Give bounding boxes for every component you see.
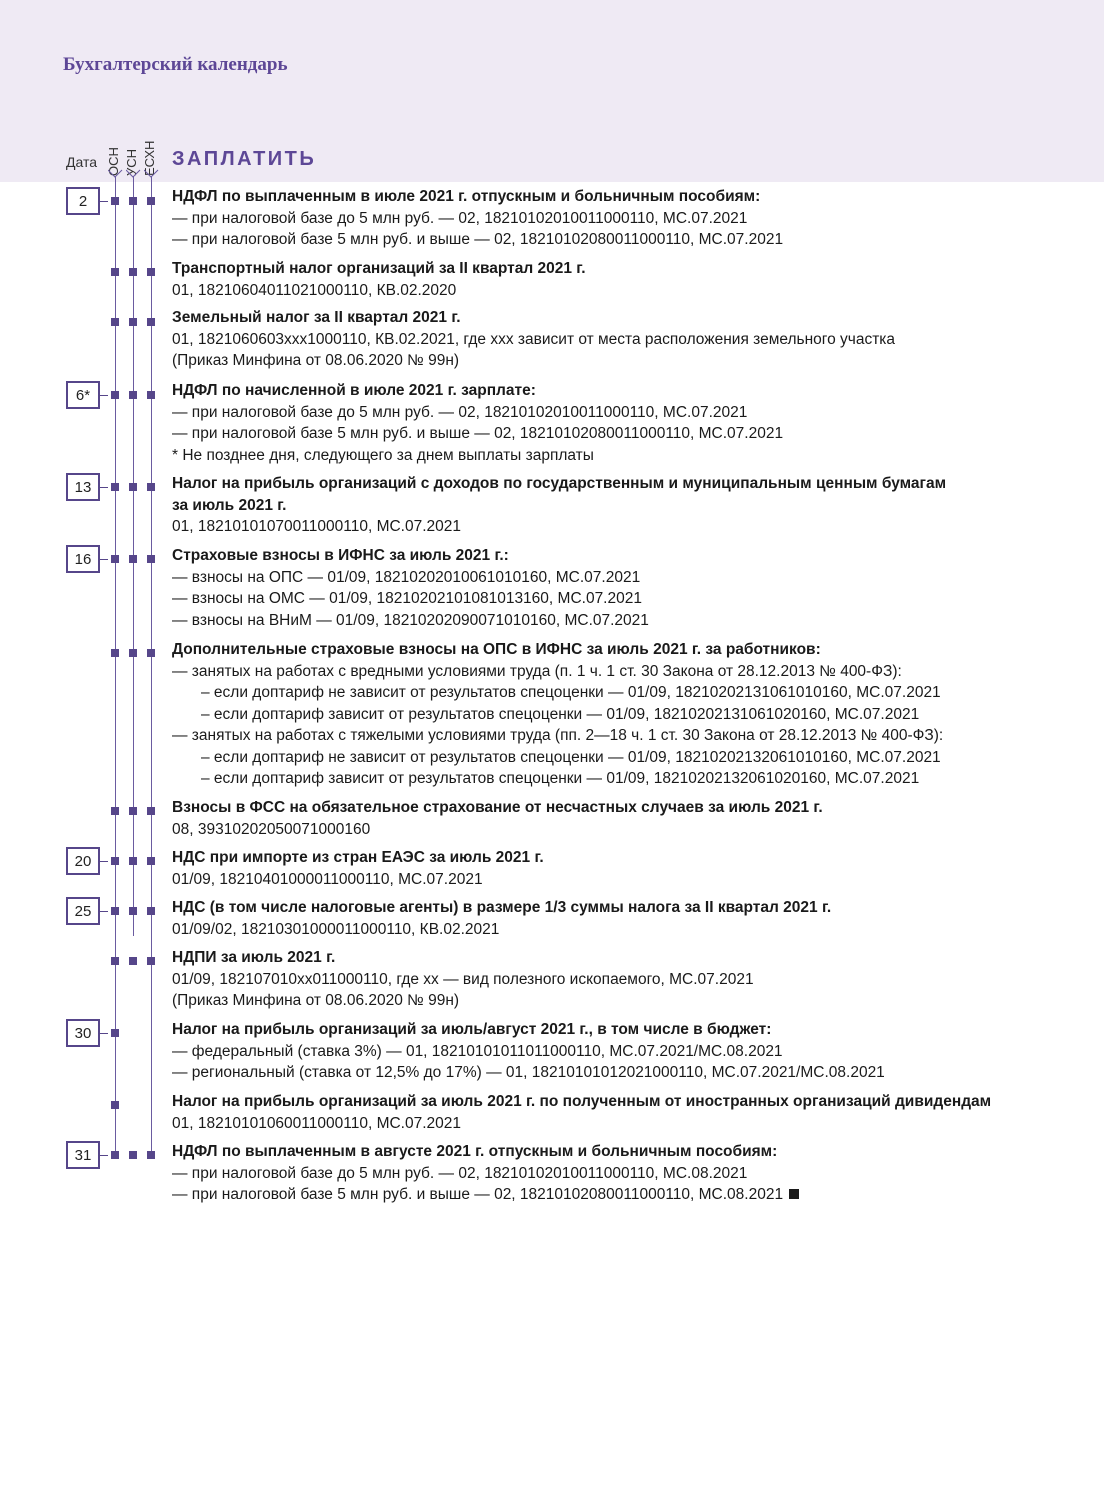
entry-line: — взносы на ВНиМ — 01/09, 18210202090071010160, МС.07.2021 bbox=[172, 611, 649, 629]
entry-line: 08, 39310202050071000160 bbox=[172, 820, 371, 838]
column-header-osn: ОСН bbox=[106, 147, 121, 176]
date-box: 2 bbox=[66, 187, 100, 215]
entry-title-continued: за июль 2021 г. bbox=[172, 496, 287, 514]
osn-marker bbox=[111, 1151, 119, 1159]
usn-marker bbox=[129, 957, 137, 965]
osn-marker bbox=[111, 391, 119, 399]
entry-subline: – если доптариф не зависит от результатов спецоценки — 01/09, 18210202132061010160, МС.07.2021 bbox=[201, 748, 941, 766]
entry-profit-tax-securities bbox=[172, 473, 1072, 538]
entry-title: НДС при импорте из стран ЕАЭС за июль 2021 г. bbox=[172, 849, 544, 866]
eshn-marker bbox=[147, 807, 155, 815]
eshn-marker bbox=[147, 957, 155, 965]
eshn-marker bbox=[147, 907, 155, 915]
date-box: 6* bbox=[66, 381, 100, 409]
eshn-marker bbox=[147, 318, 155, 326]
osn-marker bbox=[111, 555, 119, 563]
osn-marker bbox=[111, 268, 119, 276]
entry-line: (Приказ Минфина от 08.06.2020 № 99н) bbox=[172, 352, 460, 369]
eshn-marker bbox=[147, 391, 155, 399]
usn-marker bbox=[129, 268, 137, 276]
date-box: 30 bbox=[66, 1019, 100, 1047]
entry-line: — взносы на ОПС — 01/09, 18210202010061010160, МС.07.2021 bbox=[172, 568, 641, 586]
entry-line: 01, 18210101070011000110, МС.07.2021 bbox=[172, 518, 462, 535]
entry-title: НДПИ за июль 2021 г. bbox=[172, 949, 336, 966]
entry-line: — региональный (ставка от 12,5% до 17%) — 01, 18210101012021000110, МС.07.2021/МС.08.2021 bbox=[172, 1064, 885, 1081]
osn-marker bbox=[111, 197, 119, 205]
entry-title: Налог на прибыль организаций за июль 2021 г. по полученным от иностранных организаций дивидендам bbox=[172, 1093, 992, 1110]
column-header-eshn: ЕСХН bbox=[142, 140, 157, 176]
entry-line: — при налоговой базе до 5 млн руб. — 02, 18210102010011000110, МС.07.2021 bbox=[172, 403, 748, 421]
osn-marker bbox=[111, 1101, 119, 1109]
entry-title: Земельный налог за II квартал 2021 г. bbox=[172, 309, 461, 326]
entry-ndpi bbox=[172, 947, 1072, 1012]
eshn-marker bbox=[147, 555, 155, 563]
entry-land-tax bbox=[172, 307, 1072, 372]
eshn-marker bbox=[147, 268, 155, 276]
entry-title: НДФЛ по выплаченным в августе 2021 г. отпускным и больничным пособиям: bbox=[172, 1143, 778, 1160]
osn-chevron-icon bbox=[108, 169, 123, 178]
date-box: 16 bbox=[66, 545, 100, 573]
entry-line: — при налоговой базе до 5 млн руб. — 02, 18210102010011000110, МС.08.2021 bbox=[172, 1164, 748, 1182]
entry-subline: – если доптариф зависит от результатов спецоценки — 01/09, 18210202131061020160, МС.07.2021 bbox=[201, 705, 920, 723]
eshn-marker bbox=[147, 197, 155, 205]
usn-marker bbox=[129, 1151, 137, 1159]
entry-vat-quarter bbox=[172, 897, 1072, 940]
entry-title: НДФЛ по выплаченным в июле 2021 г. отпускным и больничным пособиям: bbox=[172, 188, 761, 205]
eshn-marker bbox=[147, 857, 155, 865]
entry-line: 01/09, 18210401000011000110, МС.07.2021 bbox=[172, 870, 483, 888]
entry-ndfl-july-vacation bbox=[172, 186, 1072, 251]
entry-line: — при налоговой базе 5 млн руб. и выше — 02, 18210102080011000110, МС.07.2021 bbox=[172, 231, 784, 248]
date-connector bbox=[100, 487, 108, 488]
entry-line: — при налоговой базе до 5 млн руб. — 02, 18210102010011000110, МС.07.2021 bbox=[172, 209, 748, 227]
usn-chevron-icon bbox=[126, 169, 141, 178]
date-connector bbox=[100, 911, 108, 912]
entry-line: 01, 18210604011021000110, КВ.02.2020 bbox=[172, 281, 457, 299]
eshn-marker bbox=[147, 483, 155, 491]
entry-line-last bbox=[172, 1184, 1072, 1206]
entry-title: Налог на прибыль организаций с доходов по государственным и муниципальным ценным бумагам bbox=[172, 475, 947, 492]
date-connector bbox=[100, 559, 108, 560]
end-mark-icon bbox=[789, 1189, 799, 1199]
usn-marker bbox=[129, 857, 137, 865]
entry-line: — занятых на работах с вредными условиями труда (п. 1 ч. 1 ст. 30 Закона от 28.12.2013 № 400-ФЗ): bbox=[172, 662, 902, 680]
date-connector bbox=[100, 395, 108, 396]
entry-line-text: — при налоговой базе 5 млн руб. и выше — 02, 18210102080011000110, МС.08.2021 bbox=[172, 1186, 784, 1203]
entry-line: — взносы на ОМС — 01/09, 18210202101081013160, МС.07.2021 bbox=[172, 590, 642, 607]
entry-title: Дополнительные страховые взносы на ОПС в ИФНС за июль 2021 г. за работников: bbox=[172, 641, 821, 658]
entry-ndfl-july-salary bbox=[172, 380, 1072, 466]
entry-title: Транспортный налог организаций за II квартал 2021 г. bbox=[172, 260, 586, 277]
usn-marker bbox=[129, 907, 137, 915]
osn-marker bbox=[111, 649, 119, 657]
page-title: Бухгалтерский календарь bbox=[63, 54, 288, 75]
entry-line: 01/09/02, 18210301000011000110, КВ.02.2021 bbox=[172, 920, 500, 938]
entry-line: — федеральный (ставка 3%) — 01, 18210101011011000110, МС.07.2021/МС.08.2021 bbox=[172, 1042, 783, 1060]
entry-line: — занятых на работах с тяжелыми условиями труда (пп. 2—18 ч. 1 ст. 30 Закона от 28.12.2013 № 400-ФЗ): bbox=[172, 727, 944, 744]
usn-marker bbox=[129, 483, 137, 491]
usn-marker bbox=[129, 649, 137, 657]
osn-marker bbox=[111, 1029, 119, 1037]
date-connector bbox=[100, 1033, 108, 1034]
entry-transport-tax bbox=[172, 258, 1072, 301]
entry-title: НДФЛ по начисленной в июле 2021 г. зарплате: bbox=[172, 382, 536, 399]
entry-insurance-ifns bbox=[172, 545, 1072, 631]
eshn-marker bbox=[147, 1151, 155, 1159]
usn-marker bbox=[129, 318, 137, 326]
entry-footnote: * Не позднее дня, следующего за днем выплаты зарплаты bbox=[172, 446, 594, 464]
date-connector bbox=[100, 201, 108, 202]
column-header-usn: УСН bbox=[124, 148, 139, 176]
osn-marker bbox=[111, 483, 119, 491]
entry-fss bbox=[172, 797, 1072, 840]
entry-line: 01/09, 182107010xx011000110, где xx — вид полезного ископаемого, МС.07.2021 bbox=[172, 970, 754, 988]
date-box: 31 bbox=[66, 1141, 100, 1169]
date-box: 25 bbox=[66, 897, 100, 925]
osn-marker bbox=[111, 907, 119, 915]
entry-ndfl-august-vacation bbox=[172, 1141, 1072, 1206]
entry-title: Налог на прибыль организаций за июль/август 2021 г., в том числе в бюджет: bbox=[172, 1021, 772, 1038]
eshn-chevron-icon bbox=[144, 169, 159, 178]
entry-line: (Приказ Минфина от 08.06.2020 № 99н) bbox=[172, 992, 460, 1009]
entry-subline: – если доптариф не зависит от результатов спецоценки — 01/09, 18210202131061010160, МС.07.2021 bbox=[201, 684, 941, 701]
entry-additional-ops bbox=[172, 639, 1072, 790]
osn-marker bbox=[111, 857, 119, 865]
entry-subline: – если доптариф зависит от результатов спецоценки — 01/09, 18210202132061020160, МС.07.2021 bbox=[201, 770, 920, 787]
entry-title: Страховые взносы в ИФНС за июль 2021 г.: bbox=[172, 547, 509, 564]
entry-line: 01, 18210101060011000110, МС.07.2021 bbox=[172, 1114, 462, 1132]
usn-marker bbox=[129, 807, 137, 815]
entry-profit-tax-dividends bbox=[172, 1091, 1072, 1134]
entry-title: Взносы в ФСС на обязательное страхование от несчастных случаев за июль 2021 г. bbox=[172, 799, 823, 816]
osn-marker bbox=[111, 957, 119, 965]
osn-marker bbox=[111, 807, 119, 815]
date-connector bbox=[100, 1155, 108, 1156]
header-band bbox=[0, 0, 1104, 182]
usn-marker bbox=[129, 391, 137, 399]
entry-vat-import bbox=[172, 847, 1072, 890]
entry-line: 01, 1821060603xxx1000110, КВ.02.2021, где xxx зависит от места расположения земельного участка bbox=[172, 330, 896, 348]
eshn-marker bbox=[147, 649, 155, 657]
usn-marker bbox=[129, 555, 137, 563]
osn-marker bbox=[111, 318, 119, 326]
date-connector bbox=[100, 861, 108, 862]
column-header-date: Дата bbox=[66, 154, 98, 170]
entry-title: НДС (в том числе налоговые агенты) в размере 1/3 суммы налога за II квартал 2021 г. bbox=[172, 899, 832, 916]
section-title: ЗАПЛАТИТЬ bbox=[172, 148, 317, 170]
entry-profit-tax-july-august bbox=[172, 1019, 1072, 1084]
date-box: 20 bbox=[66, 847, 100, 875]
usn-marker bbox=[129, 197, 137, 205]
entry-line: — при налоговой базе 5 млн руб. и выше — 02, 18210102080011000110, МС.07.2021 bbox=[172, 425, 784, 442]
date-box: 13 bbox=[66, 473, 100, 501]
